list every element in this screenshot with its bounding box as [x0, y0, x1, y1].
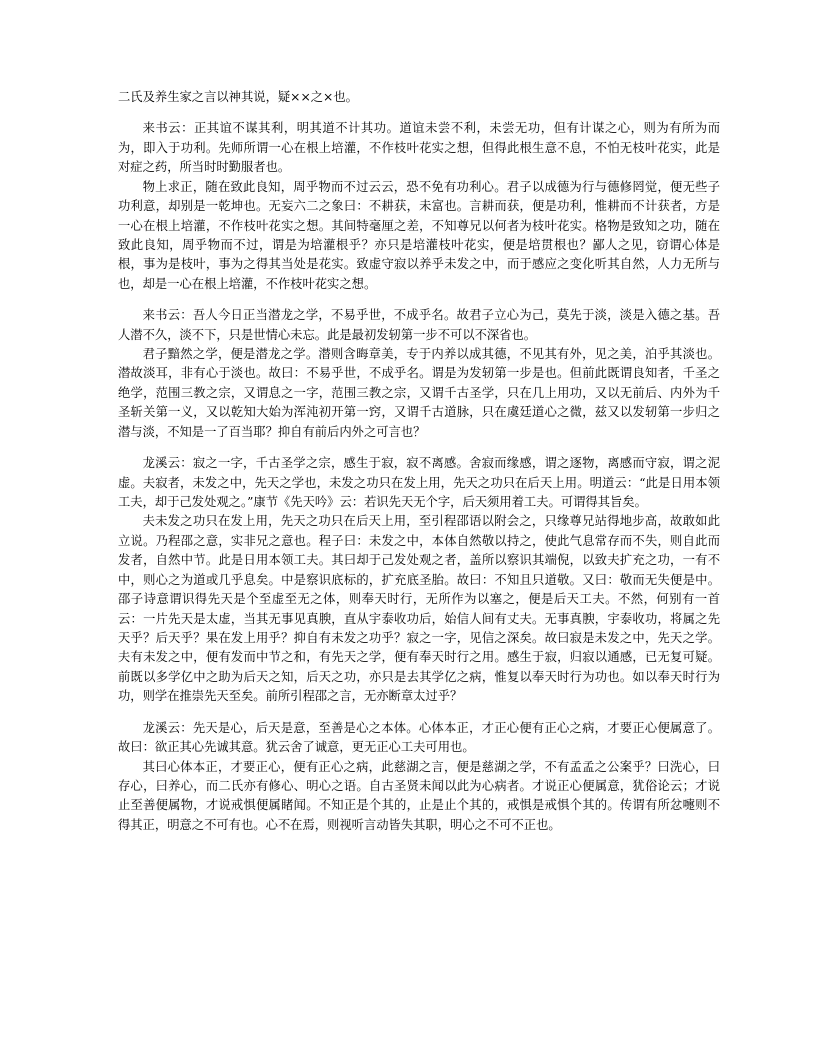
- paragraph-block: [118, 306, 720, 442]
- paragraph: 龙溪云：寂之一字，千古圣学之宗，感生于寂，寂不离感。舍寂而缘感，谓之逐物，离感而守寂，谓之泥虚。夫寂者，未发之中，先天之学也，未发之功只在发上用，先天之功只在后天上用。明道云：“此是日用本领工夫，却于己发处观之。”康节《先天吟》云：若识先天无个字，后天须用着工夫。可谓得其旨矣。: [118, 456, 720, 510]
- paragraph: 来书云：正其谊不谋其利，明其道不计其功。道谊未尝不利，未尝无功，但有计谋之心，则为有所为而为，即入于功利。先师所谓一心在根上培灌，不作枝叶花实之想，但得此根生意不息，不怕无枝叶花实，此是对症之药，所当时时勤服者也。: [118, 121, 720, 175]
- paragraph-block: [118, 88, 720, 107]
- paragraph: 来书云：吾人今日正当潜龙之学，不易乎世，不成乎名。故君子立心为己，莫先于淡，淡是入德之基。吾人潜不久，淡不下，只是世情心未忘。此是最初发轫第一步不可以不深省也。: [118, 308, 720, 342]
- block-spacer: [118, 294, 720, 306]
- block-spacer: [118, 107, 720, 119]
- paragraph: 龙溪云：先天是心，后天是意，至善是心之本体。心体本正，才正心便有正心之病，才要正心便属意了。故曰：欲正其心先诚其意。犹云舍了诚意，更无正心工夫可用也。: [118, 720, 720, 755]
- block-spacer: [118, 442, 720, 454]
- paragraph-block: [118, 119, 720, 294]
- block-spacer: [118, 707, 720, 719]
- paragraph: 君子黯然之学，便是潜龙之学。潜则含晦章美，专于内养以成其德，不见其有外，见之美，泊乎其淡也。潜故淡耳，非有心于淡也。故曰：不易乎世，不成乎名。谓是为发轫第一步是也。但前此既谓良知者，千圣之绝学，范围三教之宗，又谓息之一字，范围三教之宗，又谓千古圣学，只在几上用功，又以无前后、内外为千圣斩关第一义，又以乾知大始为浑沌初开第一窍，又谓千古道脉，只在虞廷道心之微，兹又以发轫第一步归之潜与淡，不知是一了百当耶？抑自有前后内外之可言也？: [118, 347, 720, 439]
- paragraph: 二氏及养生家之言以神其说，疑××之×也。: [118, 90, 358, 104]
- document-body: [118, 88, 720, 835]
- paragraph-block: [118, 719, 720, 836]
- paragraph: 夫未发之功只在发上用，先天之功只在后天上用，至引程邵语以附会之，只缘尊兄站得地步高，故敢如此立说。乃程邵之意，实非兄之意也。程子曰：未发之中，本体自然敬以持之，使此气息常存而不失，则自此而发者，自然中节。此是日用本领工夫。其曰却于己发处观之者，盖所以察识其端倪，以致夫扩充之功，一有不中，则心之为道或几乎息矣。中是察识底标的，扩充底圣胎。故曰：不知且只道敬。又曰：敬而无失便是中。邵子诗意谓识得先天是个至虚至无之体，则奉天时行，无所作为以塞之，便是后天工夫。不然，何别有一首云：一片先天是太虚，当其无事见真腴，直从宇泰收功后，始信人间有丈夫。无事真腴，宇泰收功，将属之先天乎？后天乎？果在发上用乎？抑自有未发之功乎？寂之一字，见信之深矣。故曰寂是未发之中，先天之学。夫有未发之中，便有发而中节之和，有先天之学，便有奉天时行之用。感生于寂，归寂以通感，已无复可疑。前既以多学亿中之助为后天之知，后天之功，亦只是去其学亿之病，惟复以奉天时行为功也。如以奉天时行为功，则学在推崇先天至矣。前所引程邵之言，无亦断章太过乎？: [118, 514, 720, 704]
- paragraph: 其曰心体本正，才要正心，便有正心之病，此慈湖之言，便是慈湖之学，不有孟孟之公案乎？曰洗心，曰存心，曰养心，而二氏亦有修心、明心之语。自古圣贤未闻以此为心病者。才说正心便属意，犹俗论云；才说止至善便属物，才说戒惧便属睹闻。不知正是个其的，止是止个其的，戒惧是戒惧个其的。传谓有所忿嚏则不得其正，明意之不可有也。心不在焉，则视听言动皆失其职，明心之不可不正也。: [118, 759, 720, 832]
- paragraph: 物上求正，随在致此良知，周乎物而不过云云，恐不免有功利心。君子以成德为行与德修罔觉，便无些子功利意，却别是一乾坤也。无妄六二之象曰：不耕获，未富也。言耕而获，便是功利，惟耕而不计获者，方是一心在根上培灌，不作枝叶花实之想。其间特毫厘之差，不知尊兄以何者为枝叶花实。格物是致知之功，随在致此良知，周乎物而不过，谓是为培灌根乎？亦只是培灌枝叶花实，便是培贯根也？鄙人之见，窃谓心体是根，事为是枝叶，事为之得其当处是花实。致虚守寂以养乎未发之中，而于感应之变化听其自然，人力无所与也，却是一心在根上培灌，不作枝叶花实之想。: [118, 179, 720, 291]
- paragraph-block: [118, 454, 720, 706]
